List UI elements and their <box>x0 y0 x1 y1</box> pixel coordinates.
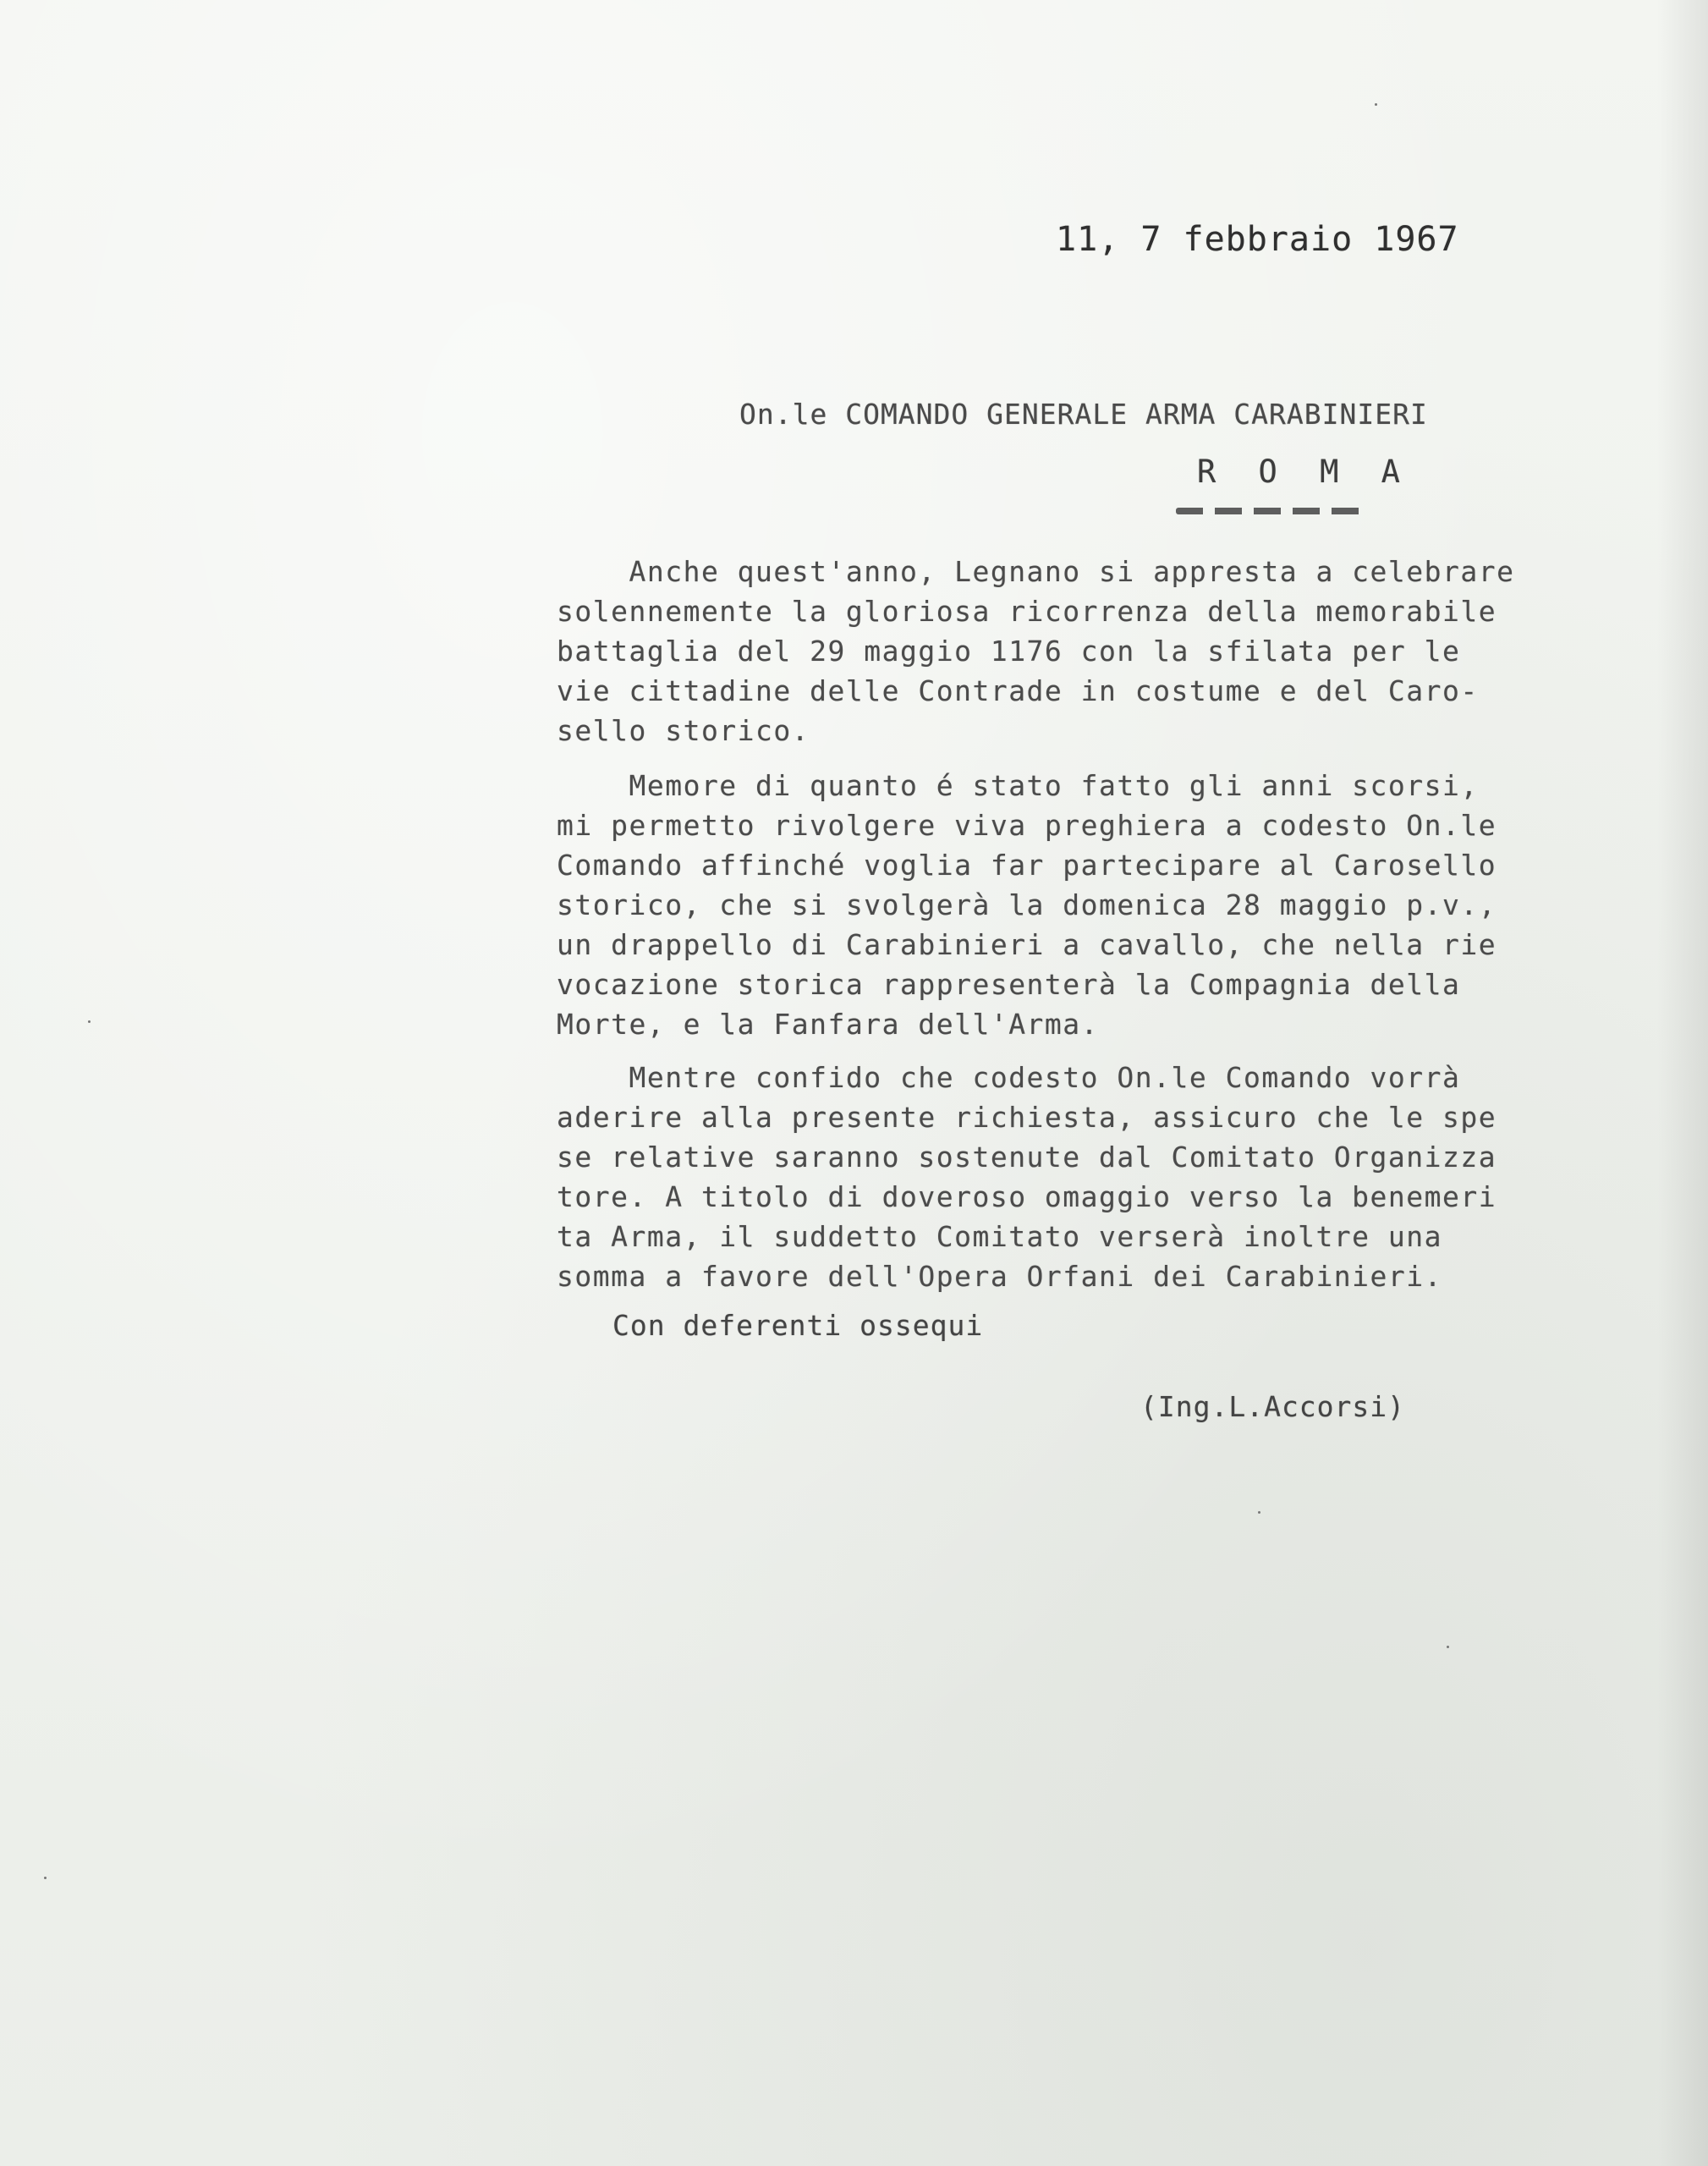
paper-speck <box>88 1020 91 1023</box>
city-underline <box>1176 508 1364 514</box>
paragraph-2: Memore di quanto é stato fatto gli anni scorsi, mi permetto rivolgere viva preghiera a codesto On.le Comando affinché voglia far partecipare al Carosello storico, che si svolgerà la domenica 28 maggio p.v., un drappello di Carabinieri a cavallo, che nella rie vocazione storica rappresenterà la Compagnia della Morte, e la Fanfara dell'Arma. <box>557 769 1497 1041</box>
paper-speck <box>1447 1646 1449 1648</box>
paragraph-3: Mentre confido che codesto On.le Comando vorrà aderire alla presente richiesta, assicuro che le spe se relative saranno sostenute dal Comitato Organizza tore. A titolo di doveroso omaggio verso la benemeri ta Arma, il suddetto Comitato verserà inoltre una somma a favore dell'Opera Orfani dei Carabinieri. <box>557 1061 1497 1293</box>
page-edge-shadow <box>1657 0 1708 2166</box>
recipient-city: R O M A <box>1197 454 1412 490</box>
paper-speck <box>44 1877 47 1879</box>
letter-date: 11, 7 febbraio 1967 <box>1056 220 1459 259</box>
paper-speck <box>1375 103 1377 106</box>
paper-speck <box>1258 1511 1260 1514</box>
closing-salutation: Con deferenti ossequi <box>612 1309 984 1342</box>
paragraph-1: Anche quest'anno, Legnano si appresta a celebrare solennemente la gloriosa ricorrenza della memorabile battaglia del 29 maggio 1176 con la sfilata per le vie cittadine delle Contrade in costume e del Caro- sello storico. <box>557 555 1515 747</box>
signature-line: (Ing.L.Accorsi) <box>1140 1390 1406 1423</box>
recipient-line: On.le COMANDO GENERALE ARMA CARABINIERI <box>739 398 1428 431</box>
